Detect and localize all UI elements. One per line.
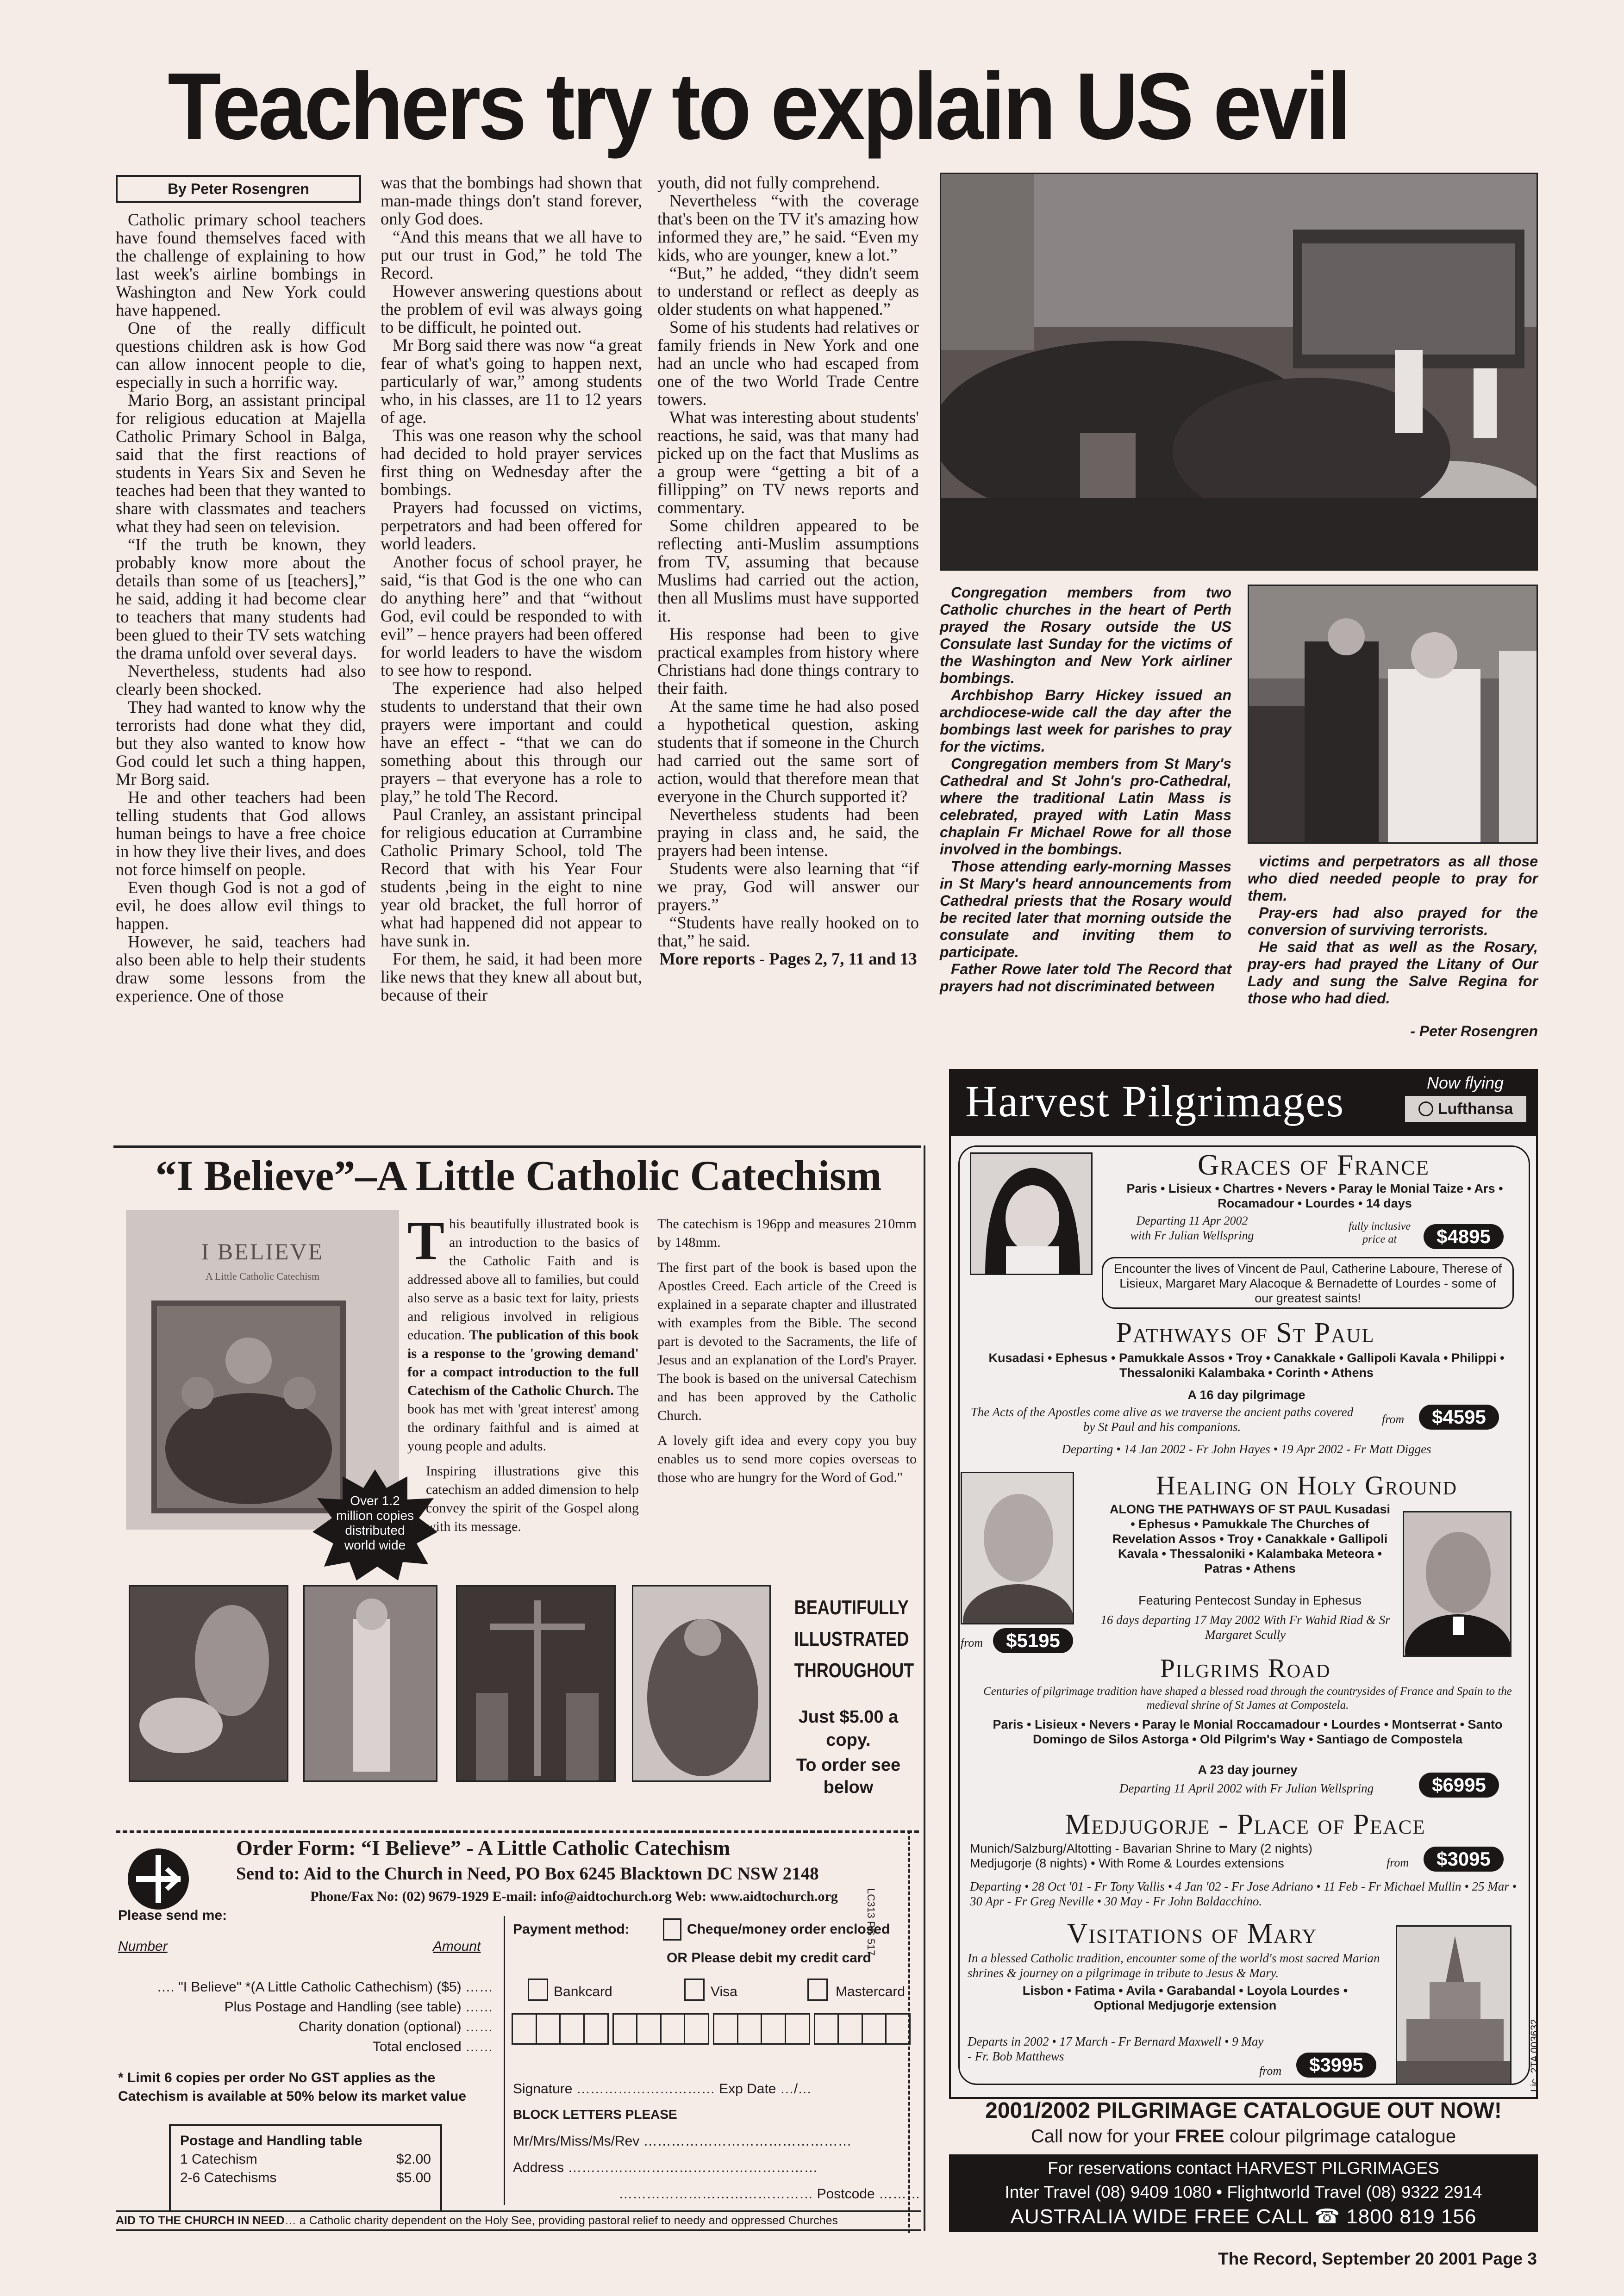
postage-table — [169, 2124, 442, 2212]
trip-from: from — [1259, 2064, 1282, 2078]
cover-title: I BELIEVE — [201, 1238, 324, 1264]
order-line-postage: Plus Postage and Handling (see table) …… — [224, 1999, 493, 2015]
catechism-para2: Inspiring illustrations give this catechism an added dimension to help convey the spirit of the Gospel along with its message. — [426, 1463, 639, 1534]
article-paragraph: He said that as well as the Rosary, pray-ers had prayed the Litany of Our Lady and sung the Salve Regina for those who had died. — [1248, 939, 1538, 1007]
address-line[interactable]: Address ……………………………………………… — [513, 2160, 818, 2175]
logo-shape — [126, 1847, 191, 1911]
card-digit-box[interactable] — [660, 2013, 686, 2045]
trip-price: $5195 — [993, 1628, 1073, 1653]
trip-title: Medjugorje - Place of Peace — [1065, 1809, 1426, 1840]
bankcard-checkbox[interactable] — [528, 1979, 548, 2001]
article-paragraph: Mr Borg said there was now “a great fear of what's going to happen next, particularly of war,” among students who, in his classes, are 11 to 12 years of age. — [381, 336, 642, 427]
illustration-crucifixion — [456, 1585, 616, 1782]
trip-route: Munich/Salzburg/Altotting - Bavarian Shrine to Mary (2 nights) Medjugorje (8 nights) • With Rome & Lourdes extensions — [970, 1842, 1312, 1870]
article-paragraph: Nevertheless, students had also clearly been shocked. — [116, 661, 366, 698]
trip-price: $6995 — [1419, 1773, 1499, 1798]
order-footer-desc: … a Catholic charity dependent on the Holy See, providing pastoral relief to needy and oppressed Churches — [284, 2214, 838, 2227]
number-header: Number — [118, 1939, 168, 1954]
catechism-title: “I Believe”–A Little Catholic Catechism — [155, 1152, 882, 1199]
article-paragraph: He and other teachers had been telling students that God allows human beings to have a free choice in how they live their lives, and does not force himself on people. — [116, 788, 366, 879]
cheque-checkbox[interactable] — [663, 1918, 681, 1941]
article-paragraph: Nevertheless “with the coverage that's been on the TV it's amazing how informed they are,” he said. “Even my kids, who are younger, knew a lot.” — [657, 191, 919, 264]
trip-departing: Departs in 2002 • 17 March - Fr Bernard Maxwell • 9 May - Fr. Bob Matthews — [968, 2035, 1264, 2063]
photo-caption-column-2 — [1248, 853, 1538, 1007]
now-flying: Now flying — [1426, 1073, 1504, 1092]
drop-cap: T — [407, 1210, 445, 1271]
trip-route: ALONG THE PATHWAYS OF ST PAUL Kusadasi • Ephesus • Pamukkale The Churches of Revelation Assos • Troy • Canakkale • Gallipoli Kavala • Thessaloniki • Kalambaka Meteora • Patras • Athens — [1109, 1502, 1391, 1575]
trip-departing: Departing 11 April 2002 with Fr Julian Wellspring — [1119, 1781, 1374, 1795]
catechism-para1-a: his beautifully illustrated book is an introduction to the basics of the Catholic Faith and is addressed above all to families, but could also serve as a basic text for laity, priests and religious involved in religious education. — [407, 1216, 639, 1343]
order-footer — [116, 2210, 921, 2231]
airline-badge — [1405, 1096, 1526, 1122]
please-send-label: Please send me: — [118, 1908, 227, 1923]
signature-line[interactable]: Signature ………………………… Exp Date …/… — [513, 2081, 812, 2097]
article-paragraph: Father Rowe later told The Record that prayers had not discriminated between — [940, 961, 1231, 995]
catechism-description-2 — [657, 1215, 917, 1493]
consulate-prayer-photo — [940, 173, 1538, 571]
photo-caption-column-1 — [940, 584, 1231, 995]
trip-title: Healing on Holy Ground — [1156, 1470, 1457, 1500]
article-paragraph: Congregation members from two Catholic churches in the heart of Perth prayed the Rosary outside the US Consulate last Sunday for the victims of the Washington and New York airliner bombings. — [940, 584, 1231, 686]
illustration-resurrection — [303, 1585, 437, 1782]
postage-label: 1 Catechism — [180, 2152, 257, 2167]
side-code: LC313 PG 517 — [865, 1888, 877, 1956]
article-paragraph: Some of his students had relatives or family friends in New York and one had an uncle who had escaped from one of the two World Trade Centre towers. — [657, 317, 919, 409]
trip-route: Paris • Lisieux • Chartres • Nevers • Paray le Monial Taize • Ars • Rocamadour • Lourdes • 14 days — [1126, 1182, 1503, 1210]
contact-line-3: AUSTRALIA WIDE FREE CALL ☎ 1800 819 156 — [1010, 2205, 1477, 2228]
visa-label: Visa — [711, 1984, 737, 1999]
card-digit-box[interactable] — [885, 2013, 911, 2045]
postcode-line[interactable]: …………………………………… Postcode ……… — [618, 2186, 920, 2202]
card-digit-box[interactable] — [862, 2013, 887, 2045]
section-divider — [113, 1145, 921, 1148]
trip-from: from — [1387, 1856, 1409, 1869]
mastercard-label: Mastercard — [836, 1984, 906, 1999]
article-paragraph: Even though God is not a god of evil, he does allow evil things to happen. — [116, 878, 366, 933]
article-paragraph: Another focus of school prayer, he said, “is that God is the one who can do anything here” and that “without God, evil could be responded to with evil” – hence prayers had been offered for world leaders to have the wisdom to see how to respond. — [381, 552, 642, 679]
catechism-para4: The first part of the book is based upon the Apostles Creed. Each article of the Creed is explained in a separate chapter and illustrated with examples from the Bible. The second part is devoted to the Sacraments, the life of Jesus and an explanation of the Lord's Prayer. The book is based on the universal Catechism and has been approved by the Catholic Church. — [657, 1260, 917, 1423]
starburst-text: Over 1.2 million copies distributed world wide — [336, 1493, 414, 1552]
contact-line-1: For reservations contact HARVEST PILGRIMAGES — [1048, 2159, 1439, 2178]
bankcard-label: Bankcard — [554, 1984, 612, 1999]
trip-from: from — [1382, 1412, 1405, 1426]
form-divider — [504, 1916, 505, 2205]
article-paragraph: This was one reason why the school had decided to hold prayer services first thing on Wednesday after the bombings. — [381, 426, 642, 499]
payment-method-label: Payment method: — [513, 1922, 630, 1937]
name-line[interactable]: Mr/Mrs/Miss/Ms/Rev ……………………………………… — [513, 2134, 852, 2149]
postage-price: $2.00 — [396, 2152, 431, 2167]
cover-subtitle: A Little Catholic Catechism — [205, 1270, 320, 1282]
article-paragraph: What was interesting about students' reactions, he said, was that many had picked up on the fact that Muslims as a group were “getting a bit of a fillipping” on TV news reports and commentary. — [657, 408, 919, 517]
trip-note: Encounter the lives of Vincent de Paul, Catherine Laboure, Therese of Lisieux, Margaret Mary Alacoque & Bernadette of Lourdes - some of our greatest saints! — [1113, 1262, 1502, 1305]
postage-price: $5.00 — [396, 2170, 431, 2185]
trip-title: Visitations of Mary — [1067, 1918, 1318, 1949]
article-paragraph: Mario Borg, an assistant principal for religious education at Majella Catholic Primary School in Balga, said that the first reactions of students in Years Six and Seven he teaches had been that they wanted to share with classmates and teachers what they had seen on television. — [116, 391, 366, 536]
article-paragraph: “And this means that we all have to put our trust in God,” he told The Record. — [381, 227, 642, 282]
postage-title: Postage and Handling table — [180, 2133, 362, 2148]
block-letters: BLOCK LETTERS PLEASE — [513, 2107, 677, 2122]
photo-credit: - Peter Rosengren — [1410, 1023, 1538, 1039]
trip-price: $3095 — [1424, 1847, 1504, 1872]
trip-departing: Departing 11 Apr 2002 with Fr Julian Wellspring — [1130, 1214, 1254, 1242]
trip-route: Lisbon • Fatima • Avila • Garabandal • Loyola Lourdes • Optional Medjugorje extension — [1022, 1984, 1348, 2012]
trip-price-note: fully inclusive price at — [1349, 1220, 1411, 1245]
order-form-title: Order Form: “I Believe” - A Little Catholic Catechism — [236, 1836, 731, 1860]
trip-title: Graces of France — [1198, 1148, 1430, 1181]
article-paragraph: Prayers had focussed on victims, perpetrators and had been offered for world leaders. — [381, 498, 642, 553]
trip-desc: Centuries of pilgrimage tradition have shaped a blessed road through the countrysides of France and Spain to the medieval shrine of St James at Compostela. — [983, 1685, 1512, 1711]
card-digit-box[interactable] — [612, 2013, 638, 2045]
call-text-a: Call now for your — [1031, 2126, 1175, 2147]
aid-church-logo — [126, 1847, 191, 1911]
trip-price: $3995 — [1296, 2053, 1376, 2078]
trip-title: Pathways of St Paul — [1116, 1317, 1375, 1349]
article-paragraph: “Students have really hooked on to that,” he said. — [657, 913, 919, 950]
order-line-donation: Charity donation (optional) …… — [298, 2019, 493, 2035]
article-paragraph: They had wanted to know why the terrorists had done what they did, but they also wanted to know how God could let such a thing happen, Mr Borg said. — [116, 697, 366, 789]
headline: Teachers try to explain US evil — [168, 53, 1349, 159]
illustrated-throughout: BEAUTIFULLY ILLUSTRATED THROUGHOUT — [794, 1596, 914, 1682]
trip-from: from — [961, 1636, 983, 1649]
priest-photo — [1403, 1511, 1512, 1657]
mastercard-checkbox[interactable] — [807, 1979, 828, 2001]
postage-label: 2-6 Catechisms — [180, 2170, 277, 2185]
article-paragraph: Archbishop Barry Hickey issued an archdiocese-wide call the day after the bombings last week for parishes to pray for the victims. — [940, 687, 1231, 755]
licence-number: Lic. 2TA 003632 — [1529, 2019, 1540, 2092]
column-divider — [924, 1145, 925, 2231]
basilica-photo — [1396, 1925, 1512, 2085]
illustration-nativity — [129, 1585, 288, 1782]
article-column-2 — [381, 174, 642, 1004]
page-footer: The Record, September 20 2001 Page 3 — [1218, 2249, 1537, 2268]
procession-photo — [1248, 585, 1538, 844]
byline: By Peter Rosengren — [116, 175, 361, 203]
trip-desc: The Acts of the Apostles come alive as we traverse the ancient paths covered by St Paul and his companions. — [970, 1405, 1354, 1434]
trip-departing: 16 days departing 17 May 2002 With Fr Wahid Riad & Sr Margaret Scully — [1100, 1613, 1390, 1642]
card-digit-box[interactable] — [684, 2013, 709, 2045]
pilgrimage-header — [949, 1069, 1538, 1134]
contact-line-2: Inter Travel (08) 9409 1080 • Flightworld Travel (08) 9322 2914 — [1005, 2183, 1482, 2202]
order-line-catechism: …. "I Believe" *(A Little Catholic Cathechism) ($5) …… — [156, 1979, 493, 1995]
card-digit-box[interactable] — [583, 2013, 609, 2045]
card-digit-box[interactable] — [737, 2013, 762, 2045]
sister-photo — [961, 1472, 1074, 1624]
cheque-label: Cheque/money order enclosed — [687, 1922, 890, 1937]
article-paragraph: Students were also learning that “if we pray, God will answer our prayers.” — [657, 859, 919, 914]
catechism-para5: A lovely gift idea and every copy you buy enables us to send more copies overseas to those who are hungry for the Word of God." — [657, 1433, 917, 1485]
article-paragraph: At the same time he had also posed a hypothetical question, asking students that if someone in the Church had carried out the same sort of action, would that therefore mean that everyone in the Church supported it? — [657, 697, 919, 806]
order-line-total: Total enclosed …… — [372, 2039, 493, 2054]
limit-note: * Limit 6 copies per order No GST applies as the Catechism is available at 50% below its market value — [118, 2070, 467, 2104]
postage-row — [180, 2169, 431, 2187]
card-digit-box[interactable] — [536, 2013, 561, 2045]
order-form-contact: Phone/Fax No: (02) 9679-1929 E-mail: info@aidtochurch.org Web: www.aidtochurch.org — [310, 1889, 838, 1904]
trip-length: A 23 day journey — [1198, 1763, 1298, 1777]
order-note: To order see below — [796, 1755, 901, 1797]
debit-label: OR Please debit my credit card — [667, 1950, 871, 1966]
postage-row — [180, 2150, 431, 2169]
article-paragraph: The experience had also helped students to understand that their own prayers were important and could have an effect - “that we can do something about this through our prayers – that everyone has a role to play,” he told The Record. — [381, 678, 642, 806]
saint-therese-photo — [970, 1152, 1093, 1275]
catechism-description-1 — [407, 1210, 639, 1543]
article-paragraph: Pray-ers had also prayed for the conversion of surviving terrorists. — [1248, 904, 1538, 938]
more-reports: More reports - Pages 2, 7, 11 and 13 — [659, 949, 917, 968]
trip-price: $4895 — [1424, 1224, 1504, 1249]
trip-route: Kusadasi • Ephesus • Pamukkale Assos • Troy • Canakkale • Gallipoli Kavala • Philippi • Thessaloniki Kalambaka • Corinth • Athens — [988, 1351, 1505, 1380]
article-paragraph: Some children appeared to be reflecting anti-Muslim assumptions from TV, assuming that because Muslims had carried out the action, then all Muslims must have supported it. — [657, 516, 919, 625]
article-paragraph: For them, he said, it had been more like news that they knew all about but, because of their — [381, 949, 642, 1004]
call-text-b: colour pilgrimage catalogue — [1224, 2126, 1456, 2147]
trip-route: Paris • Lisieux • Nevers • Paray le Monial Roccamadour • Lourdes • Montserrat • Santo Domingo de Silos Astorga • Old Pilgrim's Way • Santiago de Compostela — [993, 1717, 1503, 1746]
article-paragraph: “If the truth be known, they probably know more about the details than some of us [teachers],” he said, adding it had become clear to teachers that many students had been glued to their TV sets watching the drama unfold over several days. — [116, 535, 366, 662]
trip-desc: In a blessed Catholic tradition, encounter some of the world's most sacred Marian shrines & journey on a pilgrimage in tribute to Jesus & Mary. — [968, 1951, 1380, 1980]
trip-price: $4595 — [1419, 1405, 1499, 1430]
photo-illustration — [1249, 586, 1538, 844]
card-number-boxes[interactable] — [512, 2013, 914, 2045]
trip-featuring: Featuring Pentecost Sunday in Ephesus — [1138, 1593, 1362, 1607]
visa-checkbox[interactable] — [684, 1979, 705, 2001]
article-paragraph: His response had been to give practical examples from history where Christians had done things contrary to their faith. — [657, 624, 919, 697]
article-paragraph: was that the bombings had shown that man-made things don't stand forever, only God does. — [381, 173, 642, 228]
article-paragraph: One of the really difficult questions children ask is how God can allow innocent people to die, especially in such a horrific way. — [116, 318, 366, 392]
airline-name: Lufthansa — [1437, 1100, 1513, 1118]
card-digit-box[interactable] — [814, 2013, 839, 2045]
article-paragraph: Congregation members from St Mary's Cathedral and St John's pro-Cathedral, where the traditional Latin Mass is celebrated, prayed with Latin Mass chaplain Fr Michael Rowe for all those involved in the bombings. — [940, 755, 1231, 858]
photo-illustration — [941, 174, 1538, 571]
card-digit-box[interactable] — [636, 2013, 662, 2045]
order-form-address: Send to: Aid to the Church in Need, PO Box 6245 Blacktown DC NSW 2148 — [236, 1864, 819, 1884]
card-digit-box[interactable] — [785, 2013, 810, 2045]
crane-icon — [1418, 1101, 1433, 1116]
card-digit-box[interactable] — [713, 2013, 738, 2045]
card-digit-box[interactable] — [761, 2013, 786, 2045]
trip-note-box — [1102, 1257, 1514, 1309]
trip-departing: Departing • 14 Jan 2002 - Fr John Hayes • 19 Apr 2002 - Fr Matt Digges — [1062, 1442, 1431, 1456]
illustration-madonna — [632, 1585, 771, 1782]
call-free: FREE — [1175, 2126, 1224, 2147]
article-paragraph: Nevertheless students had been praying in class and, he said, the prayers had been intense. — [657, 805, 919, 860]
catalogue-call — [949, 2124, 1538, 2148]
order-form-cut-line — [116, 1830, 919, 1833]
article-column-3 — [657, 174, 919, 968]
order-footer-org: AID TO THE CHURCH IN NEED — [116, 2214, 285, 2227]
catechism-para1-c: The book has met with 'great interest' among the ordinary faithful and is aimed at young people and adults. — [407, 1383, 639, 1454]
trip-departing: Departing • 28 Oct '01 - Fr Tony Vallis • 4 Jan '02 - Fr Jose Adriano • 11 Feb - Fr Michael Mullin • 25 Mar • 30 Apr - Fr Greg Neville • 30 May - Fr John Baldacchino. — [970, 1879, 1517, 1908]
pilgrimage-brand: Harvest Pilgrimages — [965, 1076, 1345, 1126]
article-paragraph: However answering questions about the problem of evil was always going to be difficult, he pointed out. — [381, 281, 642, 336]
article-paragraph: Paul Cranley, an assistant principal for religious education at Currambine Catholic Primary School, told The Record that with his Year Four students ,being in the eight to nine year old bracket, the full horror of what had happened did not appear to have sunk in. — [381, 805, 642, 950]
trip-title: Pilgrims Road — [1160, 1653, 1331, 1683]
article-column-1 — [116, 211, 366, 1005]
article-paragraph: victims and perpetrators as all those who died needed people to pray for them. — [1248, 853, 1538, 904]
card-digit-box[interactable] — [559, 2013, 585, 2045]
amount-header: Amount — [433, 1939, 481, 1954]
catechism-para3: The catechism is 196pp and measures 210mm by 148mm. — [657, 1216, 917, 1250]
catalogue-banner: 2001/2002 PILGRIMAGE CATALOGUE OUT NOW! — [985, 2098, 1502, 2123]
reservations-box — [949, 2154, 1538, 2232]
article-paragraph: “But,” he added, “they didn't seem to understand or reflect as deeply as older students on what happened.” — [657, 263, 919, 318]
card-digit-box[interactable] — [837, 2013, 863, 2045]
card-digit-box[interactable] — [512, 2013, 537, 2045]
article-paragraph: Catholic primary school teachers have found themselves faced with the challenge of explaining to how last week's airline bombings in Washington and New York could have happened. — [116, 210, 366, 319]
article-paragraph: youth, did not fully comprehend. — [657, 173, 880, 192]
trip-length: A 16 day pilgrimage — [1187, 1388, 1305, 1402]
article-paragraph: Those attending early-morning Masses in St Mary's heard announcements from Cathedral priests that the Rosary would be recited later that morning outside the consulate and inviting them to participate. — [940, 858, 1231, 960]
article-paragraph: However, he said, teachers had also been able to help their students draw some lessons from the experience. One of those — [116, 932, 366, 1005]
price-line: Just $5.00 a copy. — [798, 1707, 899, 1750]
catechism-para1-b: The publication of this book is a response to the 'growing demand' for a compact introduction to the full Catechism of the Catholic Church. — [407, 1327, 639, 1398]
